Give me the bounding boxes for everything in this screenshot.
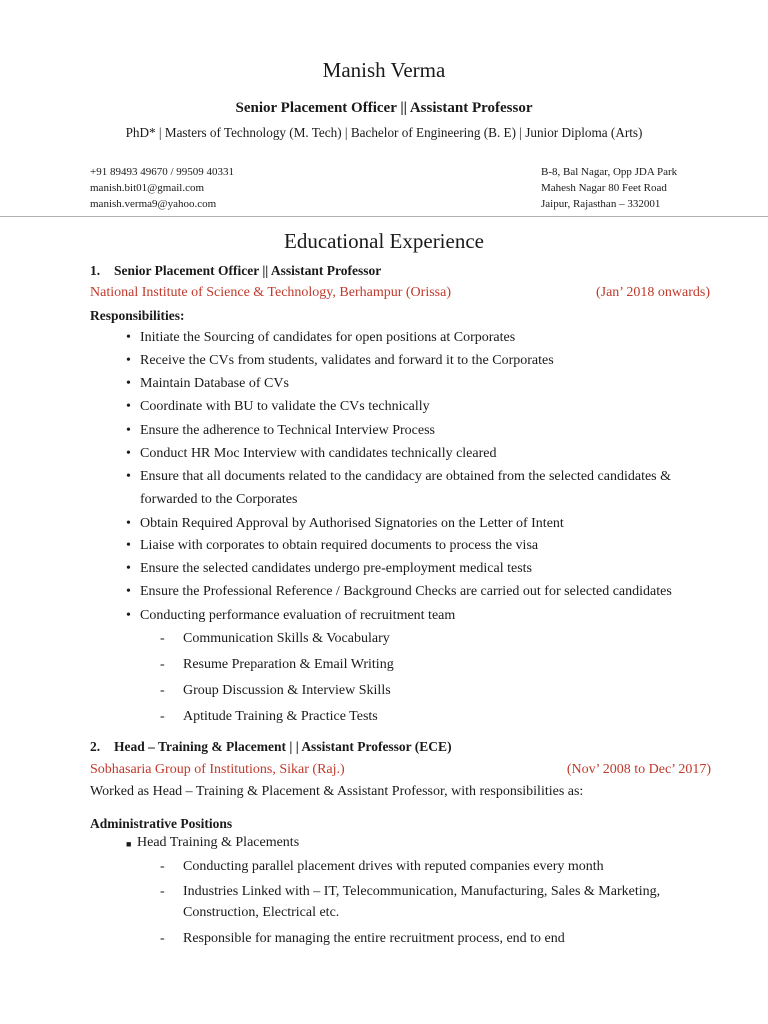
section-title: Educational Experience	[284, 229, 484, 253]
candidate-subtitle: Senior Placement Officer || Assistant Professor	[235, 100, 533, 116]
bullet-icon: •	[126, 423, 131, 438]
job2-dates: (Nov’ 2008 to Dec’ 2017)	[566, 762, 711, 777]
dash-icon: -	[160, 931, 165, 946]
dash-icon: -	[160, 884, 165, 899]
bullet-icon: •	[126, 399, 131, 414]
bullet-icon: •	[126, 469, 131, 484]
list-item-text: Conduct HR Moc Interview with candidates technically cleared	[140, 446, 497, 461]
bullet-icon: •	[126, 584, 131, 599]
list-item-text-continued: forwarded to the Corporates	[140, 492, 298, 507]
list-item-text: Head Training & Placements	[137, 835, 300, 850]
header-divider	[0, 216, 768, 217]
job2-number: 2.	[90, 739, 101, 754]
dash-icon: -	[160, 631, 165, 646]
job2-institution: Sobhasaria Group of Institutions, Sikar (Raj.)	[90, 762, 345, 777]
list-item-text: Coordinate with BU to validate the CVs technically	[140, 399, 430, 414]
job2-title: Head – Training & Placement | | Assistant Professor (ECE)	[114, 739, 452, 754]
job1-responsibilities-heading: Responsibilities:	[90, 308, 185, 323]
list-item-text: Conducting parallel placement drives with reputed companies every month	[183, 859, 604, 874]
bullet-icon: •	[126, 353, 131, 368]
bullet-icon: •	[126, 516, 131, 531]
job1-dates: (Jan’ 2018 onwards)	[595, 285, 710, 300]
square-bullet-icon: ■	[126, 839, 132, 849]
list-item-text-continued: Construction, Electrical etc.	[183, 905, 340, 920]
justified-line: Industries Linked with – IT, Telecommunication, Manufacturing, Sales & Marketing,	[183, 884, 661, 899]
job1-title: Senior Placement Officer || Assistant Professor	[114, 263, 382, 278]
dash-icon: -	[160, 683, 165, 698]
list-item-text: Receive the CVs from students, validates and forward it to the Corporates	[140, 353, 554, 368]
degrees-line: PhD* | Masters of Technology (M. Tech) | Bachelor of Engineering (B. E) | Junior Diploma (Arts)	[125, 125, 643, 140]
list-item-text: Ensure the Professional Reference / Background Checks are carried out for selected candidates	[140, 584, 672, 599]
contact-left	[90, 164, 234, 212]
bullet-icon: •	[126, 446, 131, 461]
bullet-icon: •	[126, 538, 131, 553]
job1-number: 1.	[90, 263, 101, 278]
phone-number: +91 89493 49670 / 99509 40331	[90, 166, 235, 178]
bullet-icon: •	[126, 561, 131, 576]
candidate-name: Manish Verma	[322, 58, 446, 82]
list-item-text	[183, 884, 713, 900]
address-line-2: Mahesh Nagar 80 Feet Road	[541, 182, 667, 194]
dash-icon: -	[160, 859, 165, 874]
list-item-text: Liaise with corporates to obtain required documents to process the visa	[140, 538, 539, 553]
list-item-text: Ensure the adherence to Technical Interview Process	[140, 423, 435, 438]
bullet-icon: •	[126, 376, 131, 391]
dash-icon: -	[160, 709, 165, 724]
email-primary: manish.bit01@gmail.com	[90, 182, 205, 194]
list-item-text: Conducting performance evaluation of recruitment team	[140, 608, 456, 623]
list-item-text: Ensure that all documents related to the candidacy are obtained from the selected candidates &	[140, 469, 672, 484]
address-line-3: Jaipur, Rajasthan – 332001	[541, 198, 661, 210]
email-secondary: manish.verma9@yahoo.com	[90, 198, 217, 210]
list-item-text: Responsible for managing the entire recruitment process, end to end	[183, 931, 565, 946]
address-line-1: B-8, Bal Nagar, Opp JDA Park	[541, 166, 678, 178]
list-item-text: Ensure the selected candidates undergo pre-employment medical tests	[140, 561, 532, 576]
dash-icon: -	[160, 657, 165, 672]
list-item-text: Communication Skills & Vocabulary	[183, 631, 390, 646]
contact-right	[541, 164, 677, 212]
list-item-text: Maintain Database of CVs	[140, 376, 289, 391]
bullet-icon: •	[126, 330, 131, 345]
list-item-text: Initiate the Sourcing of candidates for open positions at Corporates	[140, 330, 516, 345]
list-item-text: Resume Preparation & Email Writing	[183, 657, 394, 672]
job2-summary: Worked as Head – Training & Placement & Assistant Professor, with responsibilities as:	[90, 784, 584, 799]
list-item-text: Aptitude Training & Practice Tests	[183, 709, 378, 724]
list-item-text: Group Discussion & Interview Skills	[183, 683, 391, 698]
job1-institution: National Institute of Science & Technology, Berhampur (Orissa)	[90, 285, 451, 300]
list-item-text: Obtain Required Approval by Authorised Signatories on the Letter of Intent	[140, 516, 564, 531]
job2-admin-heading: Administrative Positions	[90, 816, 233, 831]
bullet-icon: •	[126, 608, 131, 623]
